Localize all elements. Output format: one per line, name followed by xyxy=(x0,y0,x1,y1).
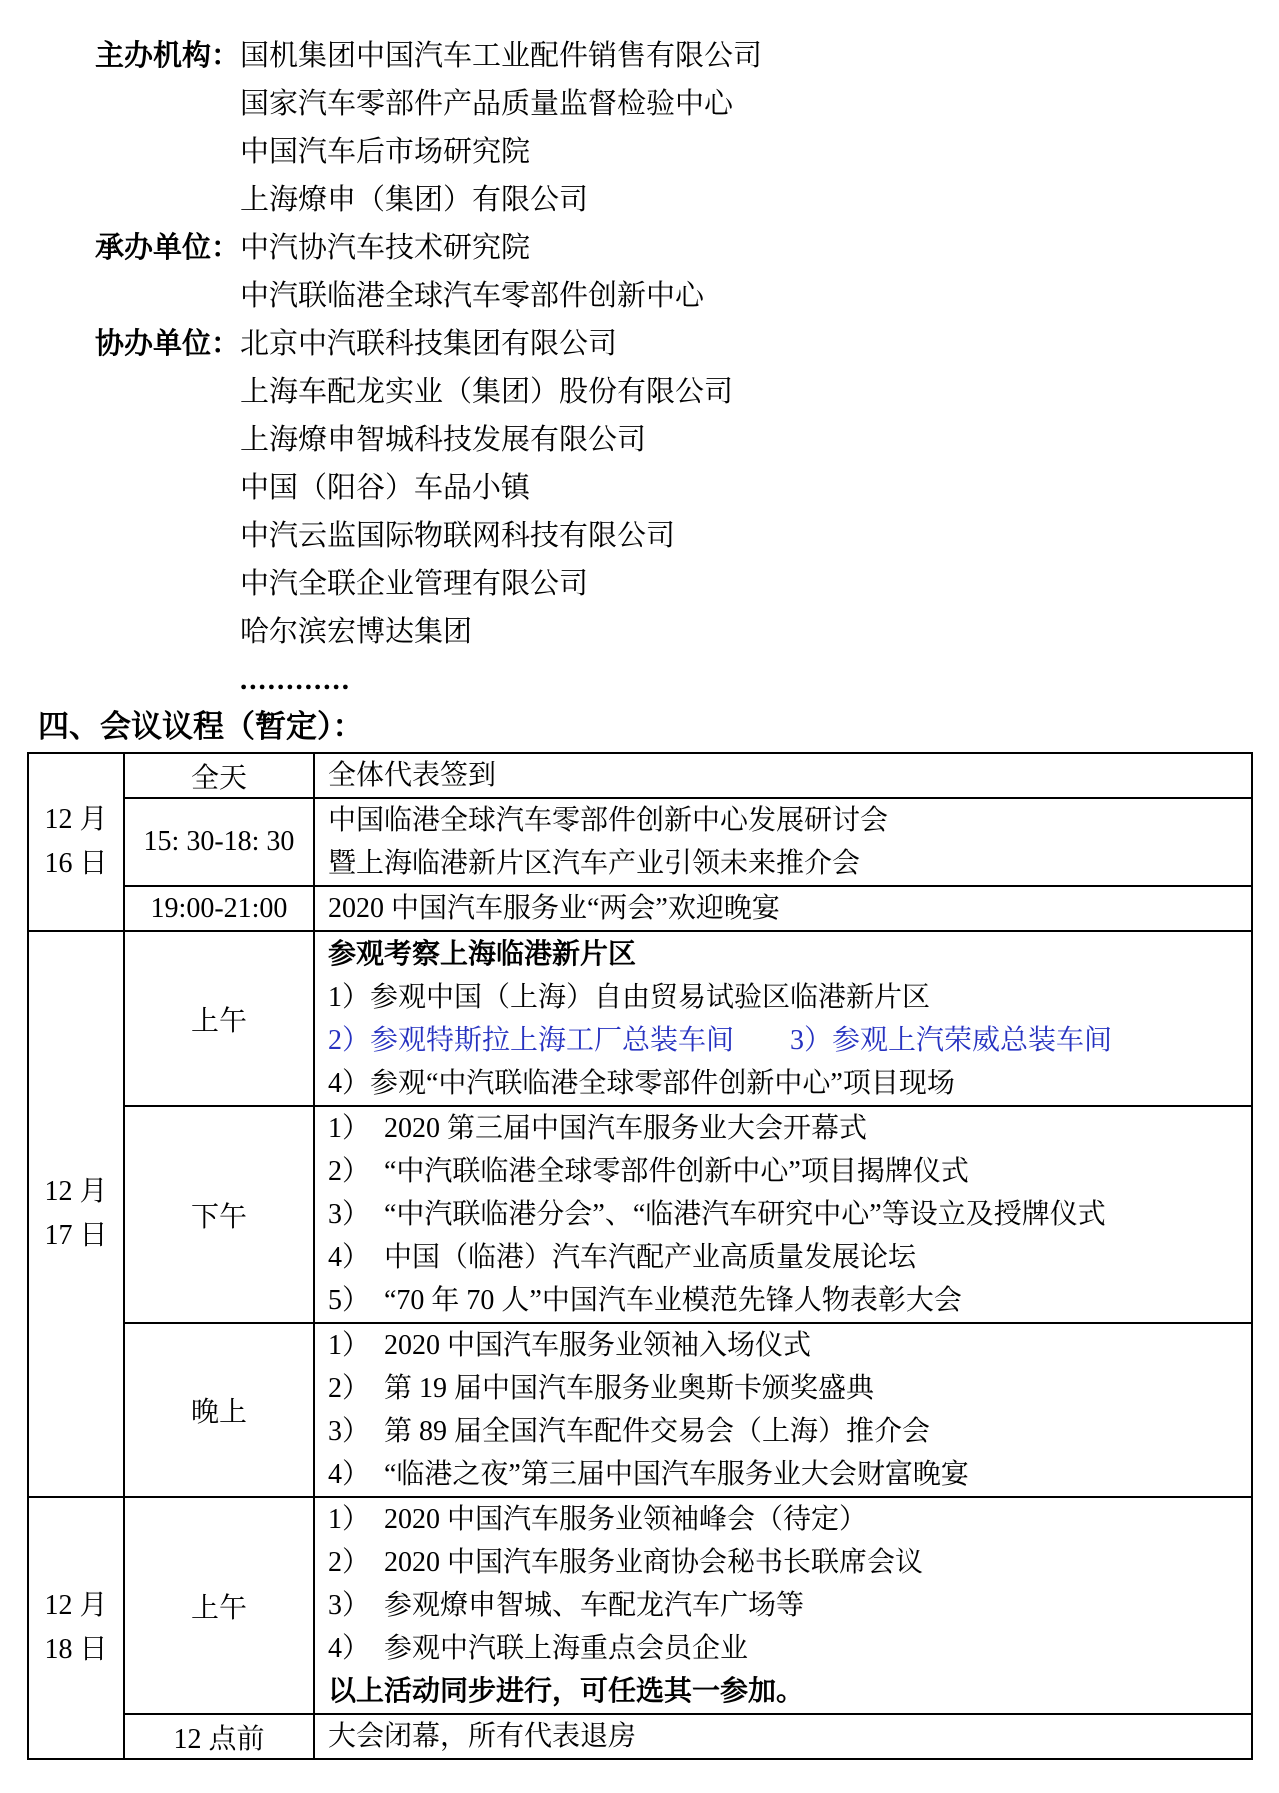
agenda-line: 大会闭幕，所有代表退房 xyxy=(328,1721,637,1752)
agenda-line: 2） “中汽联临港全球零部件创新中心”项目揭牌仪式 xyxy=(328,1156,969,1187)
organizer-label: 承办单位： xyxy=(95,232,241,264)
time-cell: 15: 30-18: 30 xyxy=(124,798,314,886)
date-cell xyxy=(28,1497,124,1759)
agenda-line: 3） 第 89 届全国汽车配件交易会（上海）推介会 xyxy=(328,1416,931,1447)
agenda-line: 以上活动同步进行，可任选其一参加。 xyxy=(328,1676,805,1707)
organizer-line xyxy=(0,272,1279,320)
agenda-line: 2） 第 19 届中国汽车服务业奥斯卡颁奖盛典 xyxy=(328,1373,875,1404)
organizer-name: 上海车配龙实业（集团）股份有限公司 xyxy=(240,376,734,408)
date-line: 17 日 xyxy=(44,1220,108,1251)
organizer-section xyxy=(0,0,1279,704)
organizer-label: 协办单位： xyxy=(95,328,241,360)
content-cell xyxy=(314,1497,1252,1714)
agenda-line: 4） 中国（临港）汽车汽配产业高质量发展论坛 xyxy=(328,1242,917,1273)
organizer-line xyxy=(0,80,1279,128)
agenda-line: 参观考察上海临港新片区 xyxy=(328,938,637,970)
organizer-line xyxy=(0,320,1279,368)
organizer-line xyxy=(0,464,1279,512)
agenda-row xyxy=(28,1497,1252,1714)
agenda-line: 2）参观特斯拉上海工厂总装车间 3）参观上汽荣威总装车间 xyxy=(328,1024,1113,1056)
agenda-line: 1） 2020 中国汽车服务业领袖入场仪式 xyxy=(328,1330,812,1361)
agenda-line: 4） 参观中汽联上海重点会员企业 xyxy=(328,1633,749,1664)
section-title: 四、会议议程（暂定）： xyxy=(38,709,364,744)
agenda-line: 1） 2020 中国汽车服务业领袖峰会（待定） xyxy=(328,1504,868,1535)
organizer-line xyxy=(0,32,1279,80)
content-cell xyxy=(314,1323,1252,1497)
organizer-label: 主办机构： xyxy=(95,40,241,72)
content-cell xyxy=(314,798,1252,886)
time-cell: 全天 xyxy=(124,753,314,798)
organizer-name: 中汽全联企业管理有限公司 xyxy=(240,568,589,600)
date-line: 18 日 xyxy=(44,1634,108,1665)
organizer-line xyxy=(0,368,1279,416)
date-line: 12 月 xyxy=(44,1176,108,1207)
organizer-name: 中汽联临港全球汽车零部件创新中心 xyxy=(240,280,705,312)
date-cell xyxy=(28,753,124,931)
agenda-table xyxy=(27,752,1253,1760)
agenda-line: 3） 参观燎申智城、车配龙汽车广场等 xyxy=(328,1590,805,1621)
organizer-line xyxy=(0,176,1279,224)
agenda-line: 1） 2020 第三届中国汽车服务业大会开幕式 xyxy=(328,1113,868,1144)
date-line: 12 月 xyxy=(44,1590,108,1621)
agenda-row xyxy=(28,1106,1252,1323)
content-cell xyxy=(314,1714,1252,1759)
agenda-row xyxy=(28,798,1252,886)
agenda-line: 3） “中汽联临港分会”、“临港汽车研究中心”等设立及授牌仪式 xyxy=(328,1199,1106,1230)
content-cell xyxy=(314,931,1252,1106)
time-cell: 上午 xyxy=(124,931,314,1106)
organizer-name: 上海燎申（集团）有限公司 xyxy=(240,184,589,216)
agenda-line: 5） “70 年 70 人”中国汽车业模范先锋人物表彰大会 xyxy=(328,1285,962,1316)
organizer-line xyxy=(0,608,1279,656)
date-line: 16 日 xyxy=(44,848,108,879)
agenda-row xyxy=(28,886,1252,931)
time-cell: 19:00-21:00 xyxy=(124,886,314,931)
agenda-row xyxy=(28,1323,1252,1497)
time-cell: 12 点前 xyxy=(124,1714,314,1759)
ellipsis-line: ............ xyxy=(240,664,351,696)
agenda-line: 2020 中国汽车服务业“两会”欢迎晚宴 xyxy=(328,893,780,924)
agenda-line: 1）参观中国（上海）自由贸易试验区临港新片区 xyxy=(328,981,931,1013)
agenda-row xyxy=(28,1714,1252,1759)
organizer-line xyxy=(0,560,1279,608)
agenda-line: 中国临港全球汽车零部件创新中心发展研讨会 xyxy=(328,805,889,836)
organizer-line xyxy=(0,512,1279,560)
agenda-row xyxy=(28,931,1252,1106)
date-line: 12 月 xyxy=(44,804,108,835)
organizer-name: 中汽云监国际物联网科技有限公司 xyxy=(240,520,676,552)
agenda-line: 4） “临港之夜”第三届中国汽车服务业大会财富晚宴 xyxy=(328,1459,969,1490)
organizer-name: 中国汽车后市场研究院 xyxy=(240,136,531,168)
agenda-line: 全体代表签到 xyxy=(328,760,497,791)
agenda-row xyxy=(28,753,1252,798)
organizer-block xyxy=(0,32,1279,656)
organizer-line xyxy=(0,128,1279,176)
time-cell: 下午 xyxy=(124,1106,314,1323)
agenda-line: 2） 2020 中国汽车服务业商协会秘书长联席会议 xyxy=(328,1547,924,1578)
organizer-name: 中国（阳谷）车品小镇 xyxy=(240,472,531,504)
agenda-line: 暨上海临港新片区汽车产业引领未来推介会 xyxy=(328,848,861,879)
content-cell xyxy=(314,886,1252,931)
organizer-name: 北京中汽联科技集团有限公司 xyxy=(240,328,618,360)
agenda-line: 4）参观“中汽联临港全球零部件创新中心”项目现场 xyxy=(328,1067,955,1099)
content-cell xyxy=(314,1106,1252,1323)
date-cell xyxy=(28,931,124,1497)
organizer-name: 上海燎申智城科技发展有限公司 xyxy=(240,424,647,456)
content-cell xyxy=(314,753,1252,798)
organizer-line xyxy=(0,416,1279,464)
organizer-name: 国家汽车零部件产品质量监督检验中心 xyxy=(240,88,734,120)
time-cell: 晚上 xyxy=(124,1323,314,1497)
organizer-name: 中汽协汽车技术研究院 xyxy=(240,232,531,264)
organizer-name: 哈尔滨宏博达集团 xyxy=(240,616,473,648)
agenda-table-body xyxy=(28,753,1252,1759)
organizer-line xyxy=(0,224,1279,272)
time-cell: 上午 xyxy=(124,1497,314,1714)
organizer-name: 国机集团中国汽车工业配件销售有限公司 xyxy=(240,40,763,72)
